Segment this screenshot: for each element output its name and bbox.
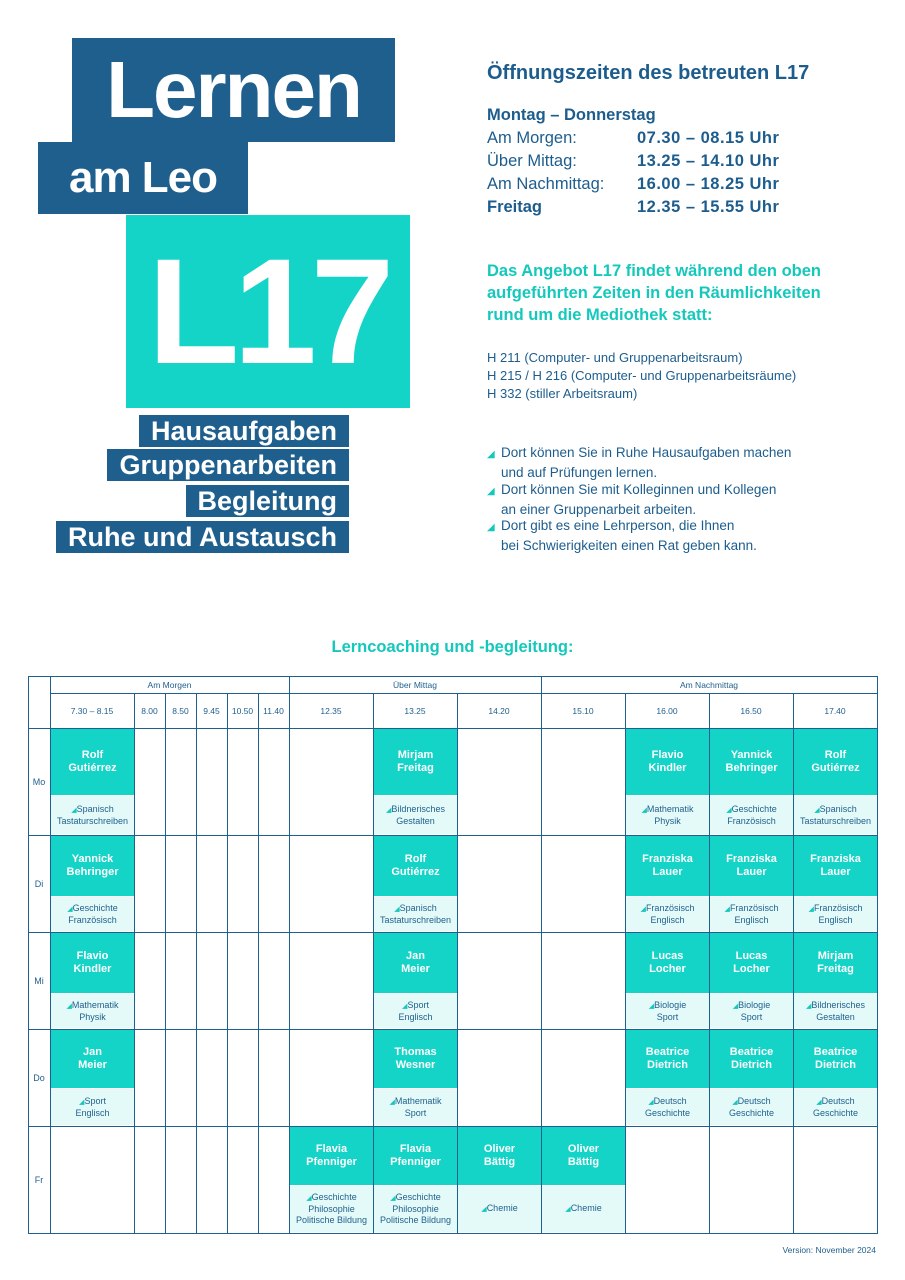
- subject-line: [405, 1108, 427, 1119]
- days-heading: Montag – Donnerstag: [487, 106, 656, 124]
- coach-first-name: Flavia: [315, 1143, 348, 1155]
- grid-line: [28, 1233, 877, 1234]
- coach-first-name: Yannick: [730, 749, 773, 761]
- triangle-icon: ◢: [808, 905, 814, 913]
- time-header: 8.50: [172, 705, 189, 716]
- triangle-icon: ◢: [732, 1098, 738, 1106]
- time-header: 12.35: [320, 705, 342, 716]
- coach-name-cell: [794, 729, 877, 795]
- triangle-icon: ◢: [640, 905, 646, 913]
- coach-name-cell: [374, 933, 457, 993]
- subject-line: [67, 903, 117, 915]
- subject-line: [71, 804, 113, 816]
- triangle-icon: ◢: [726, 806, 732, 814]
- subject-text: Mathematik: [646, 803, 694, 814]
- coach-last-name: Dietrich: [815, 1059, 856, 1071]
- grid-line: [258, 693, 259, 1233]
- triangle-icon: ◢: [565, 1206, 571, 1213]
- triangle-icon: ◢: [402, 1002, 408, 1010]
- coach-last-name: Locher: [733, 963, 770, 975]
- grid-line: [877, 676, 878, 1234]
- time-header: 11.40: [263, 705, 284, 716]
- triangle-icon: ◢: [487, 449, 495, 460]
- coach-name-cell: [710, 729, 793, 795]
- coach-subject-cell: [542, 1186, 625, 1232]
- time-header: 16.00: [656, 705, 678, 716]
- coach-subject-cell: [626, 1089, 709, 1125]
- subject-line: [645, 1108, 690, 1119]
- room-item: H 332 (stiller Arbeitsraum): [487, 386, 638, 401]
- coach-name-cell: [710, 836, 793, 896]
- coach-first-name: Oliver: [483, 1143, 516, 1155]
- subject-line: [79, 1012, 106, 1023]
- subject-line: [308, 1204, 355, 1215]
- coach-first-name: Beatrice: [813, 1046, 858, 1058]
- hours-label: Freitag: [487, 198, 543, 216]
- grid-line: [457, 693, 458, 1233]
- triangle-icon: ◢: [724, 905, 730, 913]
- coach-last-name: Behringer: [66, 866, 119, 878]
- coach-first-name: Rolf: [824, 749, 847, 761]
- subject-line: [816, 1096, 854, 1108]
- triangle-icon: ◢: [816, 1098, 822, 1106]
- subject-text: Sport: [84, 1095, 106, 1106]
- subject-line: [648, 1096, 686, 1108]
- coach-name-cell: [710, 1030, 793, 1088]
- bullet-line: Dort können Sie mit Kolleginnen und Kollegen: [501, 482, 777, 497]
- coach-last-name: Bättig: [567, 1156, 600, 1168]
- coach-first-name: Lucas: [651, 950, 684, 962]
- triangle-icon: ◢: [390, 1195, 396, 1202]
- triangle-icon: ◢: [389, 1098, 395, 1106]
- subject-text: Spanisch: [399, 902, 437, 913]
- coach-subject-cell: [794, 897, 877, 931]
- subject-text: Sport: [656, 1011, 679, 1022]
- subject-line: [725, 903, 779, 915]
- coach-first-name: Rolf: [404, 853, 427, 865]
- coach-subject-cell: [374, 994, 457, 1028]
- triangle-icon: ◢: [481, 1206, 487, 1213]
- tagline-hausaufgaben: Hausaufgaben: [139, 415, 349, 447]
- coach-subject-cell: [51, 897, 134, 931]
- hours-row-friday: [487, 198, 779, 217]
- coach-subject-cell: [710, 994, 793, 1028]
- room-item: H 211 (Computer- und Gruppenarbeitsraum): [487, 350, 743, 365]
- grid-line: [28, 676, 877, 677]
- subject-text: Bildnerisches: [391, 803, 445, 814]
- time-header: 15.10: [572, 705, 594, 716]
- coach-last-name: Dietrich: [731, 1059, 772, 1071]
- bullet-item: [487, 444, 791, 482]
- coach-first-name: Mirjam: [817, 950, 854, 962]
- triangle-icon: ◢: [386, 806, 392, 814]
- coach-last-name: Gutiérrez: [68, 762, 117, 774]
- hours-time: 16.00 – 18.25 Uhr: [637, 175, 780, 193]
- subject-line: [390, 1096, 442, 1108]
- grid-line: [28, 1126, 877, 1127]
- coach-last-name: Gutiérrez: [811, 762, 860, 774]
- coach-last-name: Lauer: [820, 866, 851, 878]
- time-header: 17.40: [824, 705, 846, 716]
- subject-line: [816, 1012, 855, 1023]
- coach-last-name: Pfenniger: [390, 1156, 441, 1168]
- subject-line: [734, 915, 768, 926]
- bullet-line: Dort können Sie in Ruhe Hausaufgaben machen: [501, 445, 792, 460]
- triangle-icon: ◢: [79, 1098, 85, 1106]
- section-header: Am Nachmittag: [679, 679, 739, 690]
- subject-text: Gestalten: [816, 1011, 855, 1022]
- coach-name-cell: [374, 836, 457, 896]
- hours-heading: Öffnungszeiten des betreuten L17: [487, 62, 810, 84]
- subject-line: [741, 1012, 763, 1023]
- coach-subject-cell: [794, 994, 877, 1028]
- subject-text: Geschichte: [644, 1107, 691, 1118]
- coach-subject-cell: [626, 897, 709, 931]
- subject-text: Englisch: [650, 914, 685, 925]
- subject-text: Deutsch: [653, 1095, 687, 1106]
- section-header: Am Morgen: [147, 679, 192, 690]
- grid-line: [28, 676, 29, 1234]
- subject-line: [296, 1215, 367, 1226]
- timetable-title: Lerncoaching und -begleitung:: [331, 638, 574, 656]
- triangle-icon: ◢: [394, 905, 400, 913]
- subject-text: Spanisch: [76, 803, 114, 814]
- coach-last-name: Kindler: [648, 762, 687, 774]
- subject-line: [654, 816, 681, 827]
- subject-line: [727, 816, 776, 827]
- subject-text: Physik: [654, 815, 681, 826]
- subject-line: [733, 1000, 770, 1012]
- subject-line: [818, 915, 852, 926]
- time-header: 10.50: [231, 705, 254, 716]
- day-label: Di: [34, 878, 44, 889]
- subject-text: Biologie: [654, 999, 687, 1010]
- coach-subject-cell: [710, 1089, 793, 1125]
- offer-text: Das Angebot L17 findet während den oben aufgeführten Zeiten in den Räumlichkeiten rund um die Mediothek statt:: [487, 262, 821, 324]
- subject-text: Mathematik: [71, 999, 119, 1010]
- coach-name-cell: [794, 836, 877, 896]
- coach-last-name: Gutiérrez: [391, 866, 440, 878]
- subject-line: [394, 903, 436, 915]
- hours-time: 13.25 – 14.10 Uhr: [637, 152, 780, 170]
- triangle-icon: ◢: [71, 806, 77, 814]
- coach-subject-cell: [374, 796, 457, 834]
- section-header: Über Mittag: [393, 679, 437, 690]
- coach-first-name: Lucas: [735, 950, 768, 962]
- subject-text: Sport: [407, 999, 429, 1010]
- triangle-icon: ◢: [641, 806, 647, 814]
- subject-line: [79, 1096, 106, 1108]
- coach-subject-cell: [374, 1186, 457, 1232]
- grid-line: [28, 835, 877, 836]
- subject-text: Spanisch: [819, 803, 857, 814]
- coach-last-name: Behringer: [725, 762, 778, 774]
- tagline-ruhe-austausch: Ruhe und Austausch: [56, 521, 349, 553]
- coach-subject-cell: [710, 796, 793, 834]
- title-l17: L17: [126, 215, 410, 408]
- coach-name-cell: [290, 1127, 373, 1185]
- coach-first-name: Flavio: [651, 749, 684, 761]
- subject-line: [386, 804, 445, 816]
- coach-first-name: Franziska: [726, 853, 777, 865]
- subject-text: Tastaturschreiben: [379, 914, 452, 925]
- title-am-leo: am Leo: [38, 142, 248, 214]
- grid-line: [28, 1029, 877, 1030]
- subject-line: [729, 1108, 774, 1119]
- title-lernen: Lernen: [72, 38, 395, 142]
- grid-line: [50, 693, 877, 694]
- coach-first-name: Oliver: [567, 1143, 600, 1155]
- subject-text: Geschichte: [812, 1107, 859, 1118]
- coach-name-cell: [458, 1127, 541, 1185]
- bullet-line: und auf Prüfungen lernen.: [501, 465, 658, 480]
- subject-text: Gestalten: [396, 815, 435, 826]
- coach-name-cell: [51, 729, 134, 795]
- hours-label: Am Morgen:: [487, 129, 577, 147]
- coach-first-name: Jan: [83, 1046, 102, 1058]
- subject-text: Bildnerisches: [811, 999, 865, 1010]
- hours-row-morning: [487, 129, 779, 148]
- subject-text: Geschichte: [395, 1192, 441, 1202]
- subject-line: [806, 1000, 865, 1012]
- coach-name-cell: [794, 933, 877, 993]
- subject-text: Englisch: [818, 914, 853, 925]
- time-header: 16.50: [740, 705, 762, 716]
- subject-line: [732, 1096, 770, 1108]
- triangle-icon: ◢: [814, 806, 820, 814]
- bullet-line: Dort gibt es eine Lehrperson, die Ihnen: [501, 518, 735, 533]
- subject-line: [380, 915, 451, 926]
- grid-line: [793, 693, 794, 1233]
- grid-line: [50, 676, 51, 1233]
- tagline-begleitung: Begleitung: [186, 485, 350, 517]
- coach-subject-cell: [374, 1089, 457, 1125]
- coach-first-name: Yannick: [71, 853, 114, 865]
- coach-first-name: Beatrice: [645, 1046, 690, 1058]
- subject-text: Geschichte: [731, 803, 777, 814]
- subject-text: Englisch: [734, 914, 769, 925]
- subject-line: [481, 1203, 517, 1215]
- subject-text: Philosophie: [392, 1204, 439, 1214]
- subject-text: Französisch: [729, 902, 779, 913]
- tagline-gruppenarbeiten: Gruppenarbeiten: [107, 449, 349, 481]
- subject-text: Deutsch: [737, 1095, 771, 1106]
- triangle-icon: ◢: [66, 1002, 72, 1010]
- subject-line: [57, 816, 128, 827]
- triangle-icon: ◢: [67, 905, 73, 913]
- coach-last-name: Kindler: [73, 963, 112, 975]
- coach-name-cell: [51, 1030, 134, 1088]
- coach-first-name: Beatrice: [729, 1046, 774, 1058]
- coach-first-name: Flavia: [399, 1143, 432, 1155]
- coach-name-cell: [626, 729, 709, 795]
- subject-line: [68, 915, 117, 926]
- grid-line: [165, 693, 166, 1233]
- grid-line: [227, 693, 228, 1233]
- subject-line: [642, 804, 694, 816]
- hours-row-midday: [487, 152, 779, 171]
- coach-last-name: Locher: [649, 963, 686, 975]
- coach-subject-cell: [374, 897, 457, 931]
- coach-first-name: Rolf: [81, 749, 104, 761]
- day-label: Do: [33, 1072, 45, 1083]
- subject-text: Französisch: [645, 902, 695, 913]
- room-item: H 215 / H 216 (Computer- und Gruppenarbeitsräume): [487, 368, 797, 383]
- subject-line: [392, 1204, 439, 1215]
- triangle-icon: ◢: [306, 1195, 312, 1202]
- coach-name-cell: [542, 1127, 625, 1185]
- grid-line: [625, 693, 626, 1233]
- time-header: 7.30 – 8.15: [70, 705, 114, 716]
- subject-line: [380, 1215, 451, 1226]
- grid-line: [28, 932, 877, 933]
- subject-line: [649, 1000, 686, 1012]
- coach-name-cell: [51, 933, 134, 993]
- triangle-icon: ◢: [732, 1002, 739, 1010]
- time-header: 8.00: [141, 705, 158, 716]
- coach-last-name: Pfenniger: [306, 1156, 357, 1168]
- subject-line: [396, 816, 435, 827]
- time-header: 14.20: [488, 705, 510, 716]
- bullet-item: [487, 517, 757, 555]
- coach-subject-cell: [51, 1089, 134, 1125]
- coach-last-name: Freitag: [397, 762, 434, 774]
- coach-first-name: Thomas: [394, 1046, 437, 1058]
- subject-line: [565, 1203, 601, 1215]
- coach-first-name: Franziska: [642, 853, 693, 865]
- bullet-item: [487, 481, 776, 519]
- subject-line: [390, 1192, 440, 1204]
- time-header: 9.45: [203, 705, 220, 716]
- subject-text: Politische Bildung: [379, 1215, 452, 1225]
- triangle-icon: ◢: [487, 522, 495, 533]
- subject-text: Physik: [79, 1011, 106, 1022]
- grid-line: [289, 676, 290, 1233]
- coach-subject-cell: [710, 897, 793, 931]
- coach-subject-cell: [458, 1186, 541, 1232]
- coach-last-name: Bättig: [483, 1156, 516, 1168]
- subject-text: Englisch: [75, 1107, 110, 1118]
- hours-label: Über Mittag:: [487, 152, 577, 170]
- coach-subject-cell: [794, 1089, 877, 1125]
- triangle-icon: ◢: [648, 1002, 655, 1010]
- hours-row-afternoon: [487, 175, 779, 194]
- subject-text: Tastaturschreiben: [56, 815, 129, 826]
- subject-text: Mathematik: [394, 1095, 442, 1106]
- subject-text: Englisch: [398, 1011, 433, 1022]
- coach-last-name: Dietrich: [647, 1059, 688, 1071]
- coach-subject-cell: [51, 994, 134, 1028]
- subject-text: Biologie: [738, 999, 771, 1010]
- subject-line: [726, 804, 776, 816]
- subject-line: [800, 816, 871, 827]
- coach-first-name: Flavio: [76, 950, 109, 962]
- version-note: Version: November 2024: [782, 1245, 876, 1255]
- subject-text: Tastaturschreiben: [799, 815, 872, 826]
- subject-line: [641, 903, 695, 915]
- day-label: Fr: [34, 1174, 44, 1185]
- coach-last-name: Meier: [401, 963, 430, 975]
- hours-label: Am Nachmittag:: [487, 175, 605, 193]
- subject-line: [657, 1012, 679, 1023]
- subject-text: Philosophie: [308, 1204, 355, 1214]
- subject-text: Chemie: [486, 1203, 518, 1213]
- subject-text: Deutsch: [821, 1095, 855, 1106]
- subject-text: Politische Bildung: [295, 1215, 368, 1225]
- hours-time: 07.30 – 08.15 Uhr: [637, 129, 780, 147]
- grid-line: [196, 693, 197, 1233]
- coach-subject-cell: [626, 796, 709, 834]
- subject-line: [809, 903, 863, 915]
- subject-line: [402, 1000, 429, 1012]
- hours-time: 12.35 – 15.55 Uhr: [637, 198, 780, 216]
- subject-line: [75, 1108, 109, 1119]
- coach-name-cell: [626, 933, 709, 993]
- subject-line: [306, 1192, 356, 1204]
- subject-line: [67, 1000, 119, 1012]
- subject-text: Französisch: [68, 914, 117, 925]
- subject-text: Geschichte: [311, 1192, 357, 1202]
- coach-subject-cell: [51, 796, 134, 834]
- subject-text: Sport: [404, 1107, 427, 1118]
- grid-line: [373, 693, 374, 1233]
- day-label: Mo: [32, 776, 46, 787]
- triangle-icon: ◢: [648, 1098, 654, 1106]
- coach-subject-cell: [794, 796, 877, 834]
- triangle-icon: ◢: [487, 486, 495, 497]
- coach-last-name: Wesner: [395, 1059, 436, 1071]
- subject-line: [398, 1012, 432, 1023]
- time-header: 13.25: [404, 705, 426, 716]
- coach-name-cell: [51, 836, 134, 896]
- bullet-line: an einer Gruppenarbeit arbeiten.: [501, 502, 697, 517]
- coach-subject-cell: [626, 994, 709, 1028]
- coach-name-cell: [374, 1127, 457, 1185]
- bullet-line: bei Schwierigkeiten einen Rat geben kann.: [501, 538, 757, 553]
- subject-line: [814, 804, 856, 816]
- coach-last-name: Lauer: [652, 866, 683, 878]
- coach-first-name: Franziska: [810, 853, 861, 865]
- subject-text: Sport: [740, 1011, 763, 1022]
- subject-line: [813, 1108, 858, 1119]
- coach-last-name: Freitag: [817, 963, 854, 975]
- grid-line: [134, 693, 135, 1233]
- grid-line: [709, 693, 710, 1233]
- coach-name-cell: [626, 1030, 709, 1088]
- coach-first-name: Jan: [406, 950, 425, 962]
- subject-text: Geschichte: [728, 1107, 775, 1118]
- coach-last-name: Lauer: [736, 866, 767, 878]
- subject-text: Geschichte: [72, 902, 118, 913]
- coach-name-cell: [374, 1030, 457, 1088]
- grid-line: [28, 728, 877, 729]
- coach-name-cell: [794, 1030, 877, 1088]
- day-label: Mi: [34, 975, 44, 986]
- coach-name-cell: [626, 836, 709, 896]
- grid-line: [541, 676, 542, 1233]
- coach-first-name: Mirjam: [397, 749, 434, 761]
- subject-text: Französisch: [727, 815, 776, 826]
- subject-text: Chemie: [570, 1203, 602, 1213]
- subject-text: Französisch: [813, 902, 863, 913]
- coach-name-cell: [710, 933, 793, 993]
- coach-last-name: Meier: [78, 1059, 107, 1071]
- subject-line: [650, 915, 684, 926]
- coach-subject-cell: [290, 1186, 373, 1232]
- coach-name-cell: [374, 729, 457, 795]
- triangle-icon: ◢: [806, 1002, 812, 1010]
